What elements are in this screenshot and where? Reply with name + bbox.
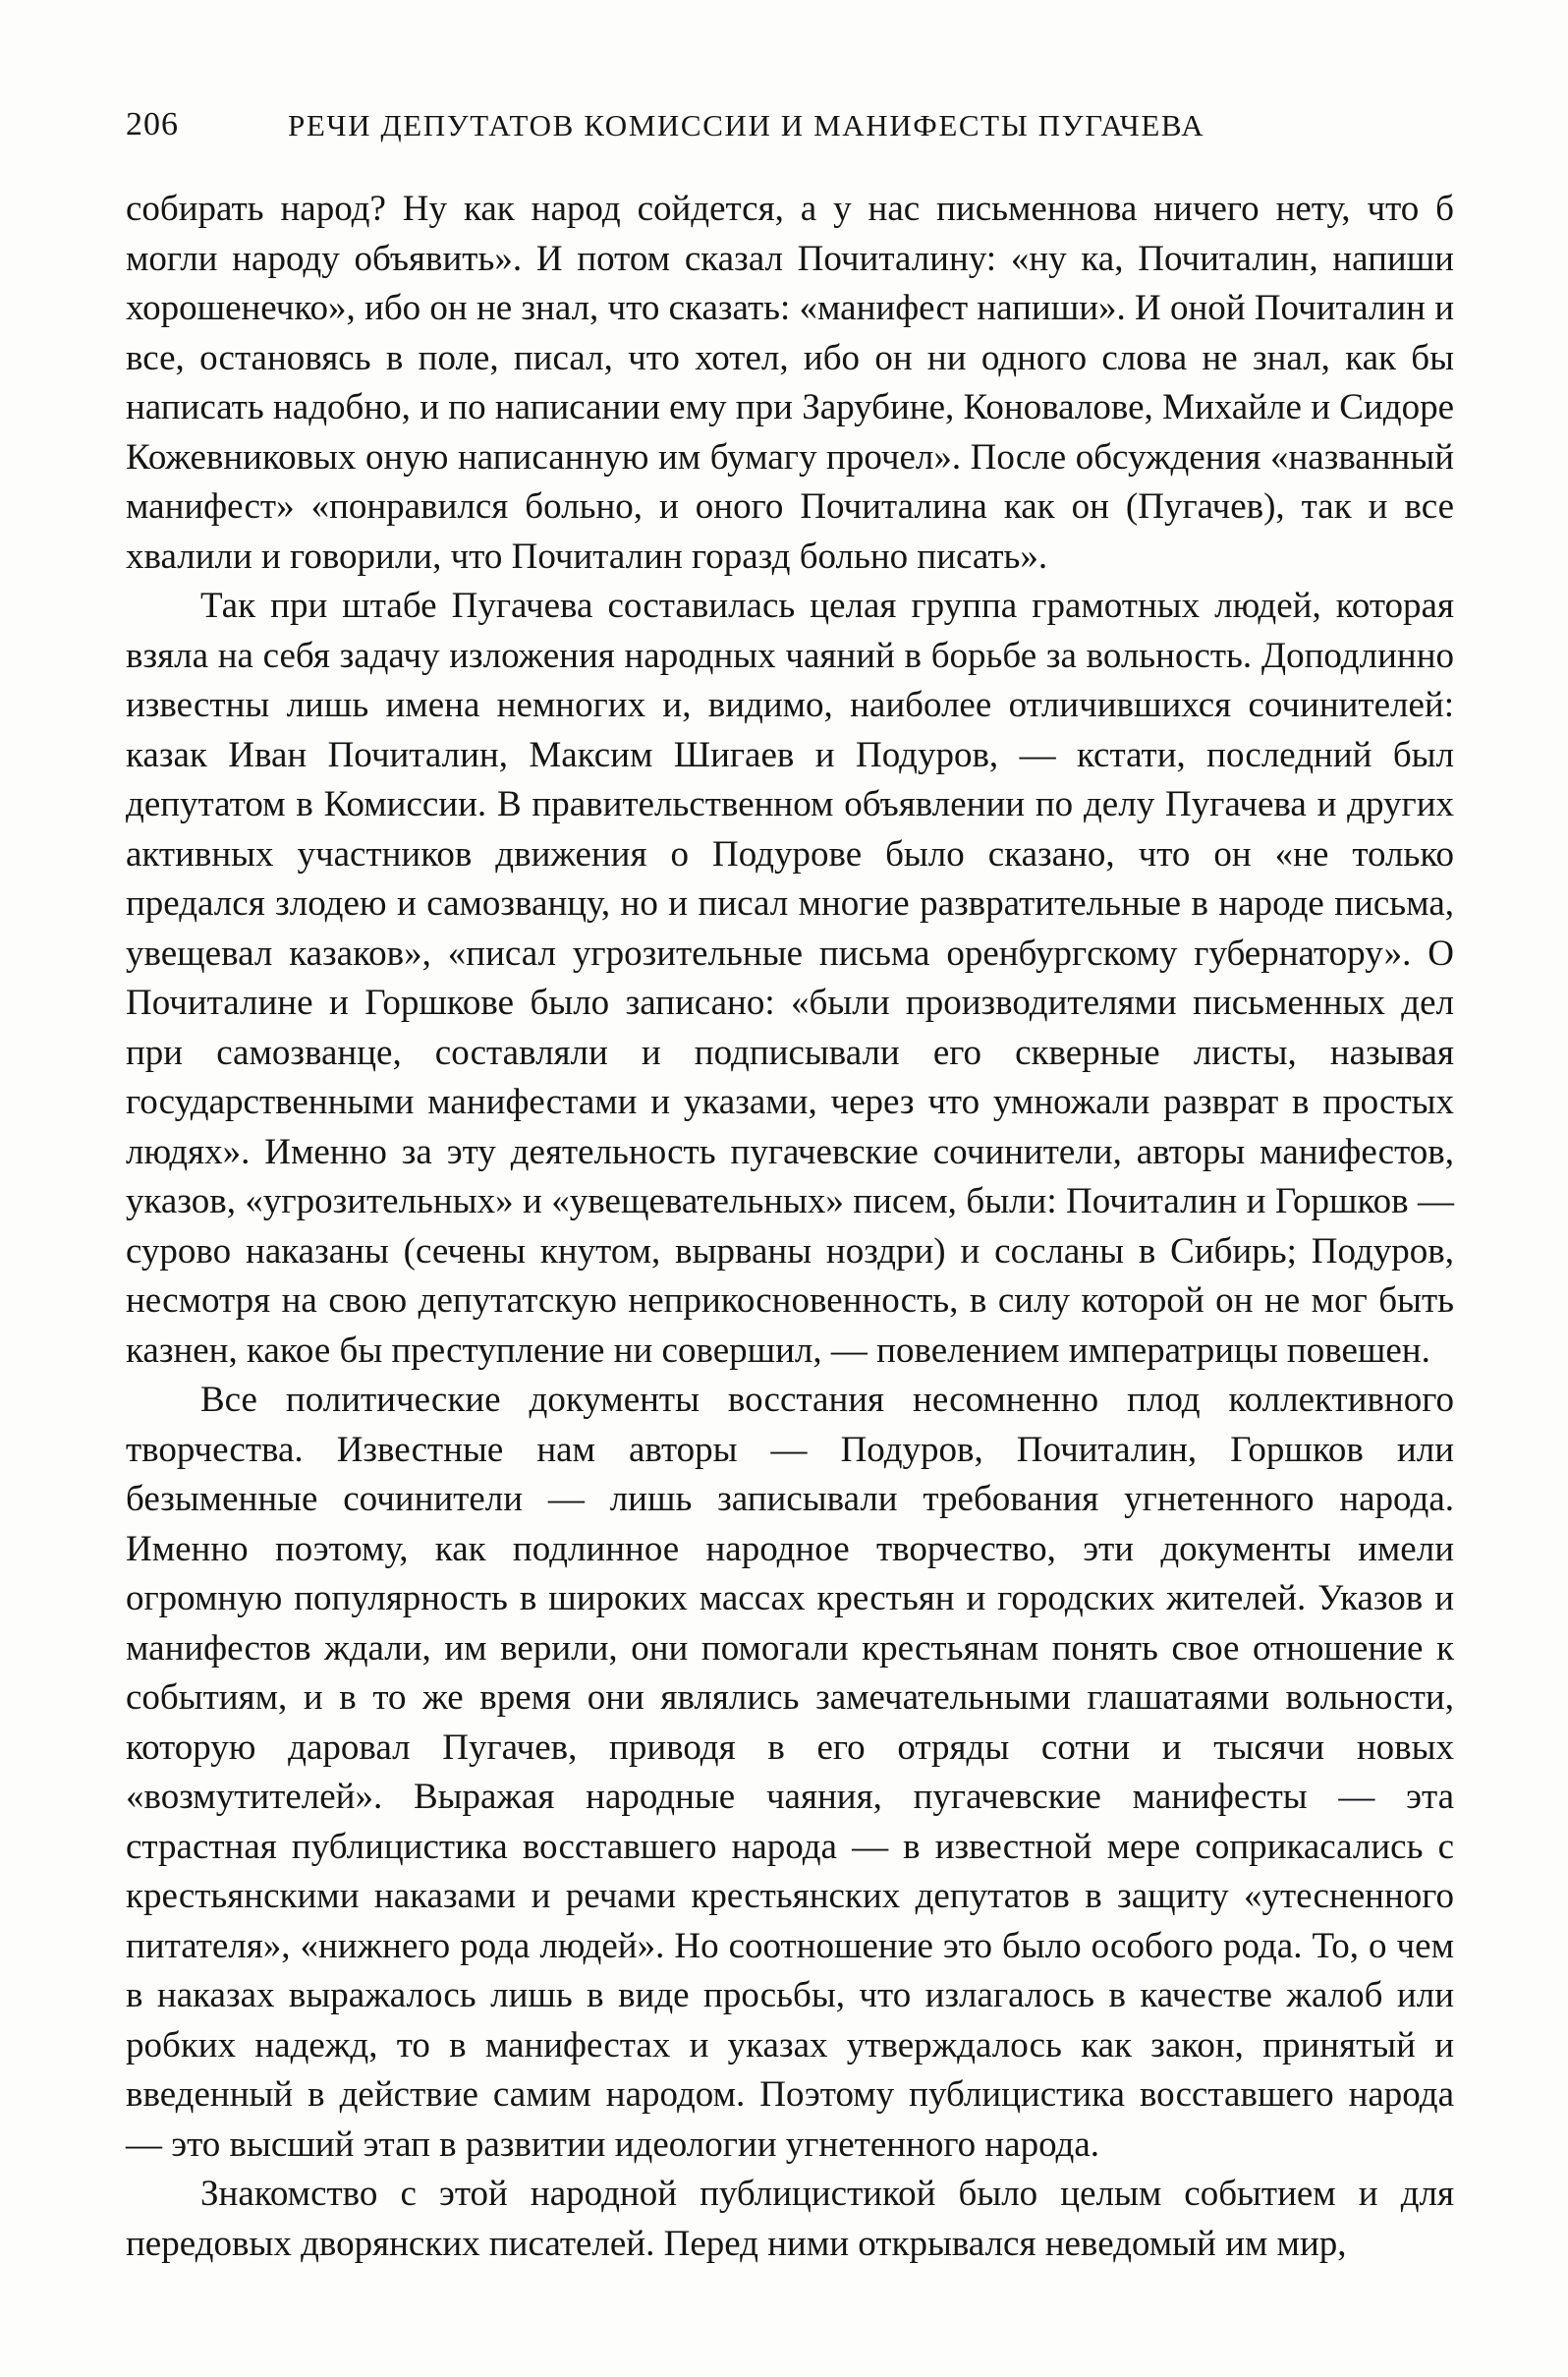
paragraph-acquaintance: Знакомство с этой народной публицистикой было целым событием и для передовых дворянских писателей. Перед ними открывался неведомый им мир, — [126, 2174, 1454, 2264]
running-head — [126, 106, 1454, 165]
paragraph-continuation: собирать народ? Ну как народ сойдется, а у нас письменнова ничего нету, что б могли народу объявить». И потом сказал Почиталину: «ну ка, Почиталин, напиши хорошенечко», ибо он не знал, что сказать: «манифест напиши». И оной Почиталин и все, остановясь в поле, писал, что хотел, ибо он ни одного слова не знал, как бы написать надобно, и по написании ему при Зарубине, Коновалове, Михайле и Сидоре Кожевниковых оную написанную им бумагу прочел». После обсуждения «названный манифест» «понравился больно, и оного Почиталина как он (Пугачев), так и все хвалили и говорили, что Почиталин горазд больно писать». — [126, 189, 1454, 577]
paragraph-pugachev-staff: Так при штабе Пугачева составилась целая группа грамотных людей, которая взяла на себя задачу изложения народных чаяний в борьбе за вольность. Доподлинно известны лишь имена немногих и, видимо, наиболее отличившихся сочинителей: казак Иван Почиталин, Максим Шигаев и Подуров, — кстати, последний был депутатом в Комиссии. В правительственном объявлении по делу Пугачева и других активных участников движения о Подурове было сказано, что он «не только предался злодею и самозванцу, но и писал многие развратительные в народе письма, увещевал казаков», «писал угрозительные письма оренбургскому губернатору». О Почиталине и Горшкове было записано: «были производителями письменных дел при самозванце, составляли и подписывали его скверные листы, называя государственными манифестами и указами, через что умножали разврат в простых людях». Именно за эту деятельность пугачевские сочинители, авторы манифестов, указов, «угрозительных» и «увещевательных» писем, были: Почиталин и Горшков — сурово наказаны (сечены кнутом, вырваны ноздри) и сосланы в Сибирь; Подуров, несмотря на свою депутатскую неприкосновенность, в силу которой он не мог быть казнен, какое бы преступление ни совершил, — повелением императрицы повешен. — [126, 586, 1454, 1371]
body-text — [126, 185, 1454, 2269]
paragraph-political-documents: Все политические документы восстания несомненно плод коллективного творчества. Известные нам авторы — Подуров, Почиталин, Горшков или безыменные сочинители — лишь записывали требования угнетенного народа. Именно поэтому, как подлинное народное творчество, эти документы имели огромную популярность в широких массах крестьян и городских жителей. Указов и манифестов ждали, им верили, они помогали крестьянам понять свое отношение к событиям, и в то же время они являлись замечательными глашатаями вольности, которую даровал Пугачев, приводя в его отряды сотни и тысячи новых «возмутителей». Выражая народные чаяния, пугачевские манифесты — эта страстная публицистика восставшего народа — в известной мере соприкасались с крестьянскими наказами и речами крестьянских депутатов в защиту «утесненного питателя», «нижнего рода людей». Но соотношение это было особого рода. То, о чем в наказах выражалось лишь в виде просьбы, что излагалось в качестве жалоб или робких надежд, то в манифестах и указах утверждалось как закон, принятый и введенный в действие самим народом. Поэтому публицистика восставшего народа — это высший этап в развитии идеологии угнетенного народа. — [126, 1380, 1454, 2165]
page-number: 206 — [126, 106, 179, 142]
running-title: РЕЧИ ДЕПУТАТОВ КОМИССИИ И МАНИФЕСТЫ ПУГАЧЕВА — [288, 108, 1205, 142]
